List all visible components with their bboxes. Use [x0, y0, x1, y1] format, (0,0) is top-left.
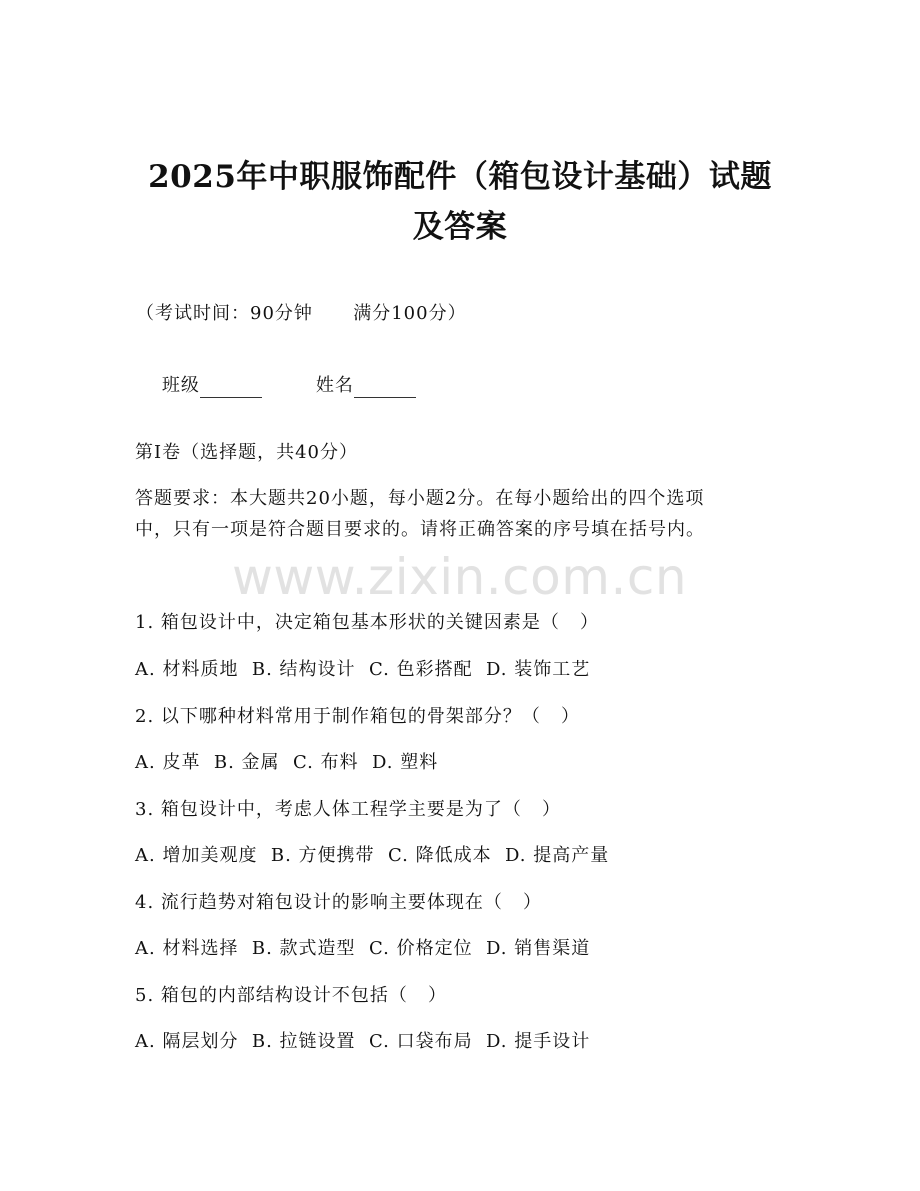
question-options: A. 隔层划分 B. 拉链设置 C. 口袋布局 D. 提手设计: [135, 1031, 591, 1052]
exam-info: （考试时间：90分钟 满分100分）: [136, 303, 467, 324]
name-blank[interactable]: [354, 379, 416, 398]
question-stem: 2. 以下哪种材料常用于制作箱包的骨架部分？（ ）: [135, 706, 581, 727]
watermark: www.zixin.com.cn: [232, 548, 688, 606]
question-stem: 3. 箱包设计中，考虑人体工程学主要是为了（ ）: [135, 799, 562, 820]
section-heading: 第I卷（选择题，共40分）: [135, 442, 359, 463]
class-blank[interactable]: [200, 379, 262, 398]
question-stem: 4. 流行趋势对箱包设计的影响主要体现在（ ）: [135, 892, 543, 913]
name-label: 姓名: [315, 375, 354, 396]
question-options: A. 皮革 B. 金属 C. 布料 D. 塑料: [135, 752, 439, 773]
question-options: A. 材料质地 B. 结构设计 C. 色彩搭配 D. 装饰工艺: [135, 659, 591, 680]
title-line-1: 2025年中职服饰配件（箱包设计基础）试题: [148, 159, 772, 195]
instructions-line-2: 中，只有一项是符合题目要求的。请将正确答案的序号填在括号内。: [135, 519, 705, 540]
instructions-line-1: 答题要求：本大题共20小题，每小题2分。在每小题给出的四个选项: [135, 488, 705, 509]
title-line-2: 及答案: [412, 209, 508, 245]
question-stem: 1. 箱包设计中，决定箱包基本形状的关键因素是（ ）: [135, 612, 600, 633]
question-options: A. 材料选择 B. 款式造型 C. 价格定位 D. 销售渠道: [135, 938, 591, 959]
question-options: A. 增加美观度 B. 方便携带 C. 降低成本 D. 提高产量: [135, 845, 610, 866]
student-info-row: [135, 350, 416, 422]
question-stem: 5. 箱包的内部结构设计不包括（ ）: [135, 985, 448, 1006]
class-label: 班级: [161, 375, 200, 396]
document-title: [60, 152, 860, 252]
